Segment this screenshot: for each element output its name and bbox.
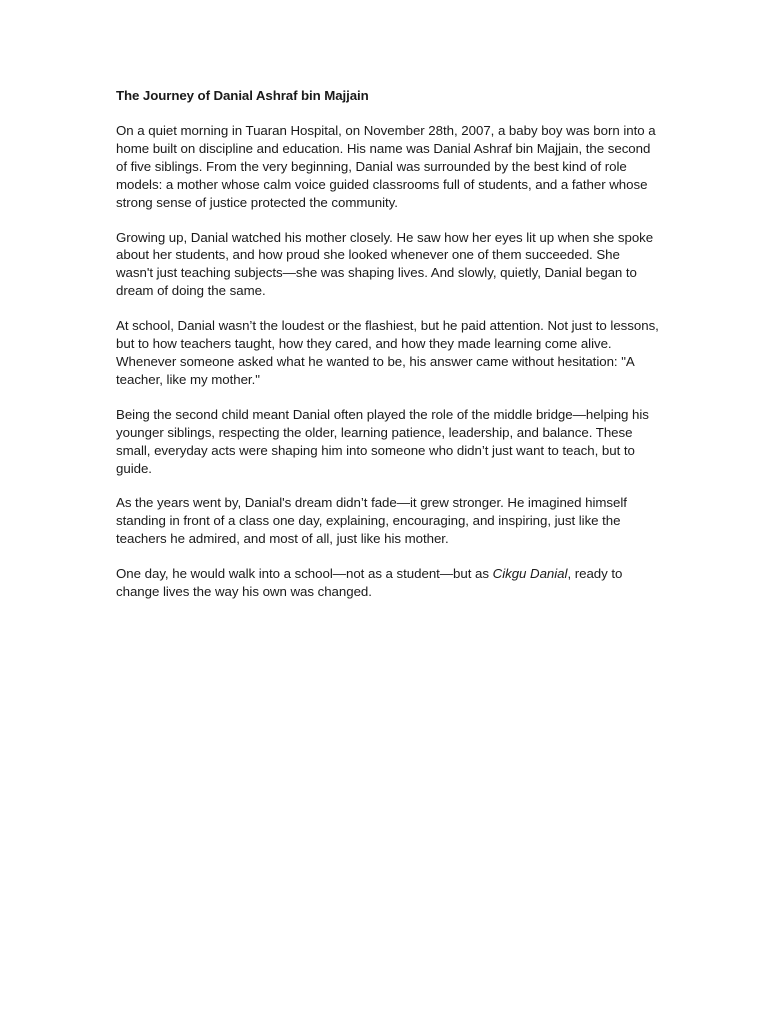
paragraph-school: At school, Danial wasn’t the loudest or the flashiest, but he paid attention. Not just to lessons, but to how teachers taught, how they cared, and how they made learning come alive. Whenever someone asked what he wanted to be, his answer came without hesitation: "A teacher, like my mother." [116,318,659,387]
paragraph-birth: On a quiet morning in Tuaran Hospital, on November 28th, 2007, a baby boy was born into a home built on discipline and education. His name was Danial Ashraf bin Majjain, the second of five siblings. From the very beginning, Danial was surrounded by the best kind of role models: a mother whose calm voice guided classrooms full of students, and a father whose strong sense of justice protected the community. [116,123,656,210]
closing-emphasis: Cikgu Danial [492,566,568,582]
paragraph-growing-up: Growing up, Danial watched his mother closely. He saw how her eyes lit up when she spoke about her students, and how proud she looked whenever one of them succeeded. She wasn't just teaching subjects—she was shaping lives. And slowly, quietly, Danial began to dream of doing the same. [116,229,654,299]
closing-text-before: One day, he would walk into a school—not as a student—but as [116,566,493,582]
document-title: The Journey of Danial Ashraf bin Majjain [116,88,369,103]
paragraph-second-child: Being the second child meant Danial often played the role of the middle bridge—helping his younger siblings, respecting the older, learning patience, leadership, and balance. These small, everyday acts were shaping him into someone who didn’t just want to teach, but to guide. [116,406,649,476]
paragraph-dream: As the years went by, Danial's dream didn’t fade—it grew stronger. He imagined himself standing in front of a class one day, explaining, encouraging, and inspiring, just like the teachers he admired, and most of all, just like his mother. [116,495,627,547]
document-body [116,87,660,618]
closing-text-after: , ready to change lives the way his own was changed. [116,566,623,600]
paragraph-closing [116,565,660,601]
